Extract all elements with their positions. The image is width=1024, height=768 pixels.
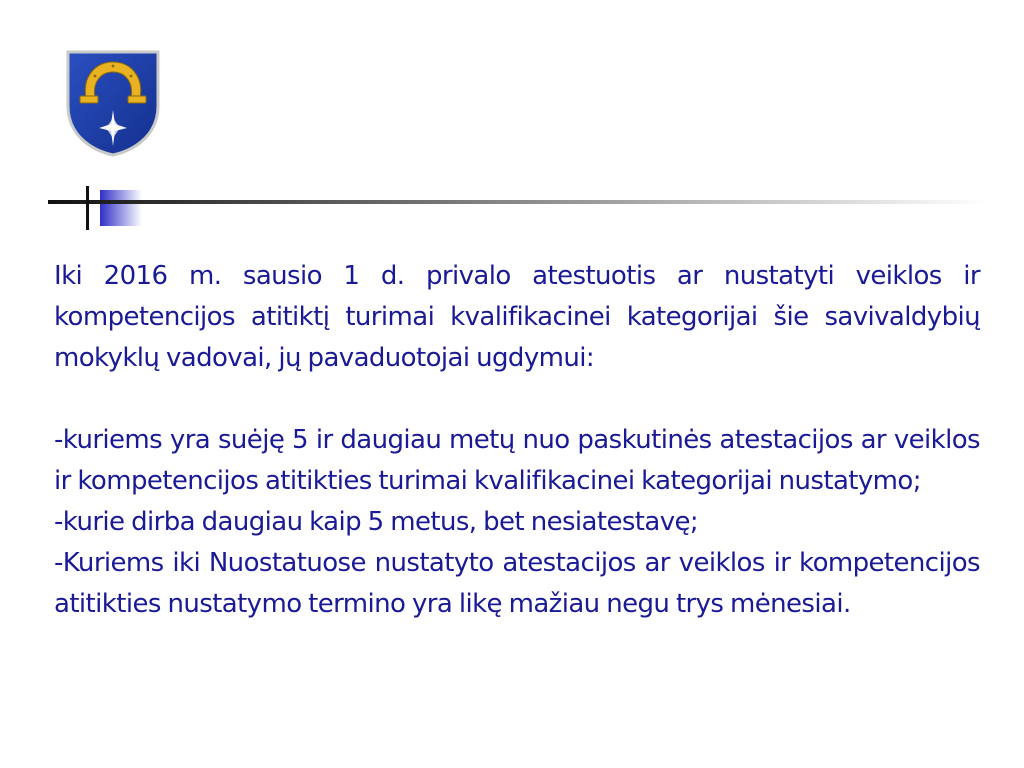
list-item: -kurie dirba daugiau kaip 5 metus, bet nesiatestavę;	[54, 507, 699, 537]
intro-paragraph: Iki 2016 m. sausio 1 d. privalo atestuotis ar nustatyti veiklos ir kompetencijos atitiktį turimai kvalifikacinei kategorijai šie savivaldybių mokyklų vadovai, jų pavaduotojai ugdymui:	[54, 261, 980, 373]
accent-square	[100, 190, 142, 226]
paragraph-spacer	[54, 379, 980, 420]
list-item: -kuriems yra suėję 5 ir daugiau metų nuo paskutinės atestacijos ar veiklos ir kompetencijos atitikties turimai kvalifikacinei kategorijai nustatymo;	[54, 425, 980, 496]
list-item: -Kuriems iki Nuostatuose nustatyto atestacijos ar veiklos ir kompetencijos atitikties nustatymo termino yra likę mažiau negu trys mėnesiai.	[54, 548, 980, 619]
divider-tick	[86, 186, 89, 230]
divider-line	[48, 200, 988, 204]
slide-body	[54, 256, 980, 625]
title-divider	[48, 186, 988, 230]
coat-of-arms-icon	[64, 48, 162, 158]
